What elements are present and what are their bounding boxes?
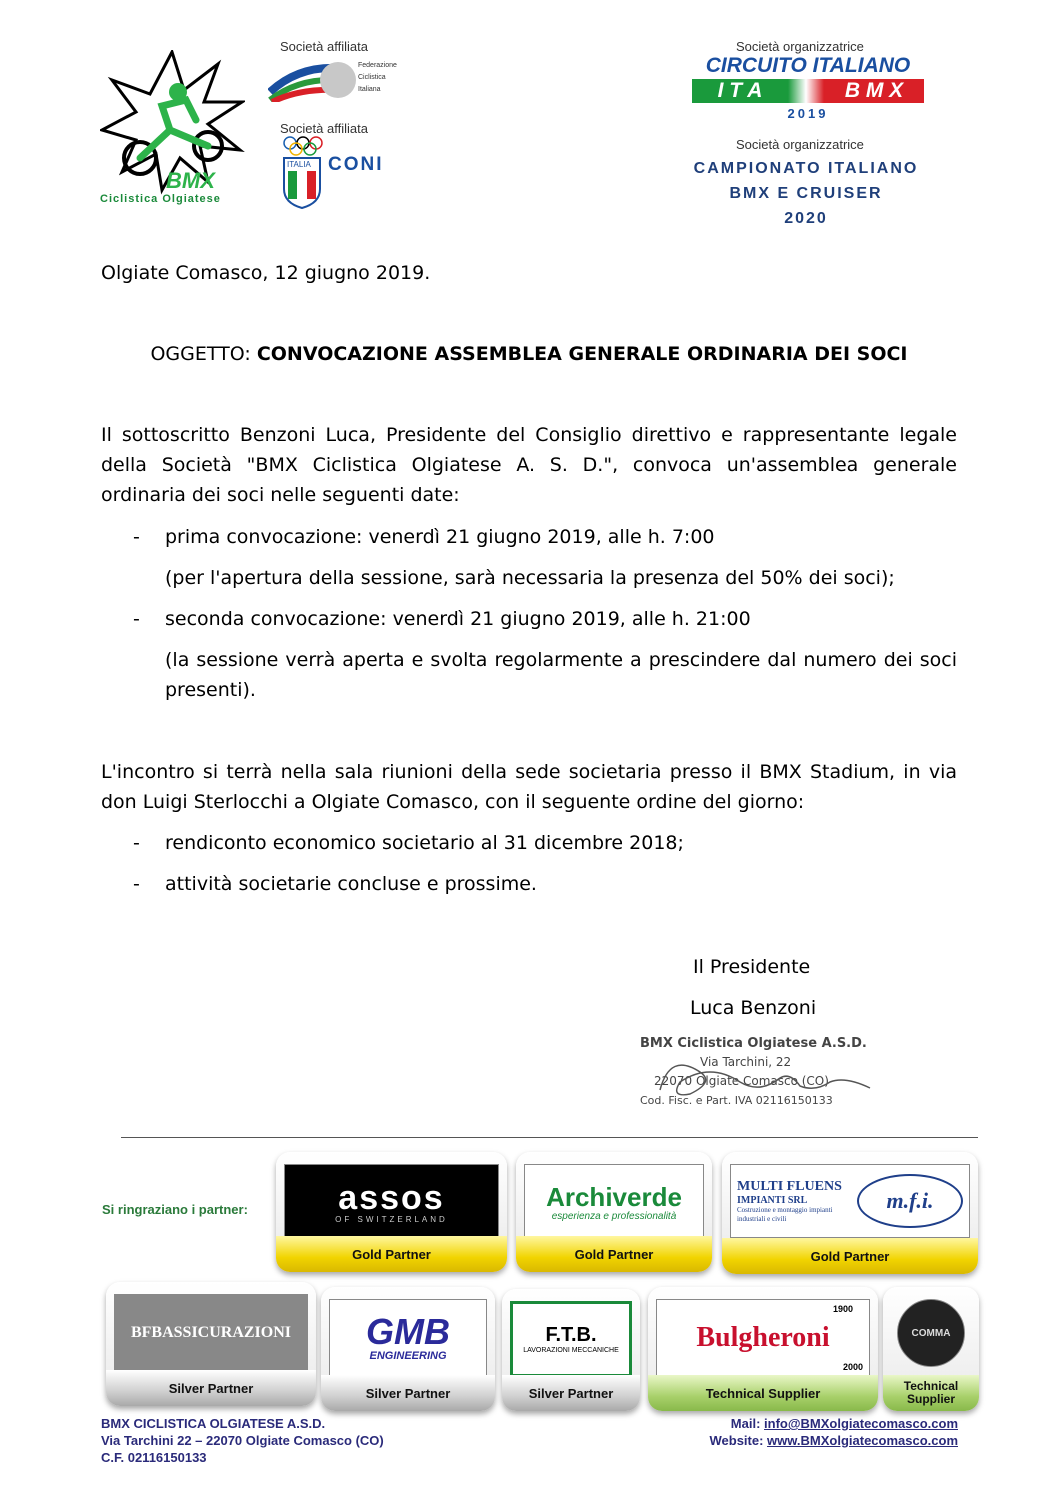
ftb-logo-text: F.T.B.	[545, 1324, 597, 1346]
convocation-1: prima convocazione: venerdì 21 giugno 2019, alle h. 7:00	[165, 526, 715, 548]
tier-label: Technical Supplier	[648, 1375, 878, 1411]
tier-label: Silver Partner	[106, 1370, 316, 1406]
company-stamp	[640, 1034, 880, 1112]
ita-bmx-banner	[692, 79, 924, 103]
campionato-line2: BMX E CRUISER	[729, 185, 883, 202]
footer-name: BMX CICLISTICA OLGIATESE A.S.D.	[101, 1416, 326, 1431]
fci-text-2: Ciclistica	[358, 74, 386, 81]
footer-left	[101, 1415, 384, 1466]
subject-prefix: OGGETTO:	[150, 343, 257, 365]
bulgheroni-year-1900: 1900	[832, 1304, 853, 1314]
stamp-line-4: Cod. Fisc. e Part. IVA 02116150133	[640, 1094, 833, 1107]
partner-gmb[interactable]	[321, 1287, 495, 1411]
multifluens-logo	[730, 1164, 970, 1238]
ftb-logo	[510, 1301, 632, 1377]
campionato-line1: CAMPIONATO ITALIANO	[693, 160, 919, 177]
agenda-item-1: rendiconto economico societario al 31 dicembre 2018;	[165, 832, 684, 854]
footer-address: Via Tarchini 22 – 22070 Olgiate Comasco (CO)	[101, 1433, 384, 1448]
place-date: Olgiate Comasco, 12 giugno 2019.	[101, 262, 431, 284]
assos-logo	[284, 1164, 499, 1240]
multifluens-logo-sub2: Costruzione e montaggio impianti industriali e civili	[737, 1205, 833, 1223]
coni-text: CONI	[328, 154, 384, 175]
tier-label: Gold Partner	[516, 1236, 712, 1272]
tier-label: Gold Partner	[722, 1238, 978, 1274]
club-logo-name: Ciclistica Olgiatese	[100, 193, 221, 205]
partner-comma[interactable]	[883, 1287, 979, 1411]
partner-assos[interactable]	[276, 1152, 507, 1272]
bullet-dash-2: -	[133, 608, 140, 630]
club-logo	[100, 50, 245, 210]
bullet-dash-4: -	[133, 873, 140, 895]
affiliate-label-2: Società affiliata	[280, 121, 368, 136]
affiliate-label-1: Società affiliata	[280, 39, 368, 54]
footer-mail-link[interactable]: info@BMXolgiatecomasco.com	[764, 1416, 958, 1431]
ftb-logo-sub: LAVORAZIONI MECCANICHE	[523, 1347, 619, 1354]
fci-text-3: Italiana	[358, 86, 381, 93]
bfb-logo-text: BFBASSICURAZIONI	[130, 1324, 292, 1341]
org-label-2: Società organizzatrice	[736, 137, 864, 152]
coni-shield-icon	[283, 157, 321, 209]
footer-web-label: Website:	[709, 1433, 768, 1448]
bullet-dash-1: -	[133, 526, 140, 548]
signature-name: Luca Benzoni	[690, 997, 817, 1019]
gmb-logo	[329, 1299, 487, 1377]
gmb-logo-sub: ENGINEERING	[369, 1350, 447, 1362]
partner-archiverde[interactable]	[516, 1152, 712, 1272]
multifluens-logo-sub: IMPIANTI SRL	[737, 1194, 808, 1206]
club-logo-bmx: BMX	[166, 168, 215, 193]
comma-logo-text: COMMA	[911, 1327, 951, 1339]
bmx-box: B M X	[824, 79, 924, 103]
archiverde-logo	[524, 1164, 704, 1240]
tier-label: Silver Partner	[321, 1375, 495, 1411]
circuito-year: 2019	[787, 106, 829, 121]
coni-shield-text: ITALIA	[287, 160, 311, 169]
partners-divider	[121, 1137, 978, 1138]
tier-label: Gold Partner	[276, 1236, 507, 1272]
stamp-line-3: 22070 Olgiate Comasco (CO)	[654, 1074, 829, 1088]
signature-role: Il Presidente	[693, 956, 811, 978]
archiverde-logo-sub: esperienza e professionalità	[551, 1210, 677, 1222]
subject-title: CONVOCAZIONE ASSEMBLEA GENERALE ORDINARIA DEI SOCI	[256, 343, 908, 365]
convocation-1-note: (per l'apertura della sessione, sarà necessaria la presenza del 50% dei soci);	[165, 567, 895, 589]
assos-logo-sub: OF SWITZERLAND	[335, 1214, 448, 1224]
footer-web-link[interactable]: www.BMXolgiatecomasco.com	[767, 1433, 958, 1448]
tier-label: Technical Supplier	[883, 1375, 979, 1411]
campionato-year: 2020	[784, 210, 828, 227]
gmb-logo-text: GMB	[366, 1311, 450, 1352]
mfi-mark: m.f.i.	[857, 1174, 963, 1228]
partners-intro: Si ringraziano i partner:	[102, 1202, 248, 1217]
bfb-logo	[114, 1294, 308, 1372]
campionato-block	[670, 156, 942, 231]
ita-box: I T A	[692, 79, 788, 103]
footer-right	[709, 1415, 958, 1449]
org-label-1: Società organizzatrice	[736, 39, 864, 54]
bullet-dash-3: -	[133, 832, 140, 854]
multifluens-logo-text: MULTI FLUENS	[737, 1178, 842, 1194]
tier-label: Silver Partner	[502, 1375, 640, 1411]
circuito-title: CIRCUITO ITALIANO	[705, 54, 911, 77]
partner-multifluens[interactable]	[722, 1152, 978, 1274]
paragraph-2: L'incontro si terrà nella sala riunioni della sede societaria presso il BMX Stadium, in via don Luigi Sterlocchi a Olgiate Comasco, con il seguente ordine del giorno:	[101, 761, 957, 813]
fci-logo	[268, 58, 397, 104]
stamp-line-1: BMX Ciclistica Olgiatese A.S.D.	[640, 1036, 867, 1051]
convocation-2: seconda convocazione: venerdì 21 giugno 2019, alle h. 21:00	[165, 608, 751, 630]
archiverde-logo-text: Archiverde	[546, 1181, 682, 1212]
handwritten-signature-icon	[640, 1042, 880, 1102]
convocation-2-note: (la sessione verrà aperta e svolta regolarmente a prescindere dal numero dei soci presenti).	[165, 649, 957, 701]
bulgheroni-logo	[656, 1299, 870, 1377]
partner-bulgheroni[interactable]	[648, 1287, 878, 1411]
fci-text-1: Federazione	[358, 62, 397, 69]
stamp-line-2: Via Tarchini, 22	[700, 1055, 792, 1069]
partner-bfb[interactable]	[106, 1282, 316, 1406]
partner-ftb[interactable]	[502, 1289, 640, 1411]
bulgheroni-logo-text: Bulgheroni	[696, 1322, 830, 1353]
assos-logo-text: assos	[338, 1178, 445, 1217]
footer-cf: C.F. 02116150133	[101, 1450, 207, 1465]
agenda-item-2: attività societarie concluse e prossime.	[165, 873, 537, 895]
footer-mail-label: Mail:	[730, 1416, 765, 1431]
fci-flag-icon	[268, 58, 358, 102]
comma-logo	[897, 1299, 965, 1367]
paragraph-1: Il sottoscritto Benzoni Luca, Presidente del Consiglio direttivo e rappresentante legale della Società "BMX Ciclistica Olgiatese A. S. D.", convoca un'assemblea generale ordinaria dei soci nelle seguenti date:	[101, 424, 957, 506]
bulgheroni-year-2000: 2000	[842, 1362, 863, 1372]
subject-line	[101, 339, 957, 369]
flag-divider	[788, 79, 824, 103]
